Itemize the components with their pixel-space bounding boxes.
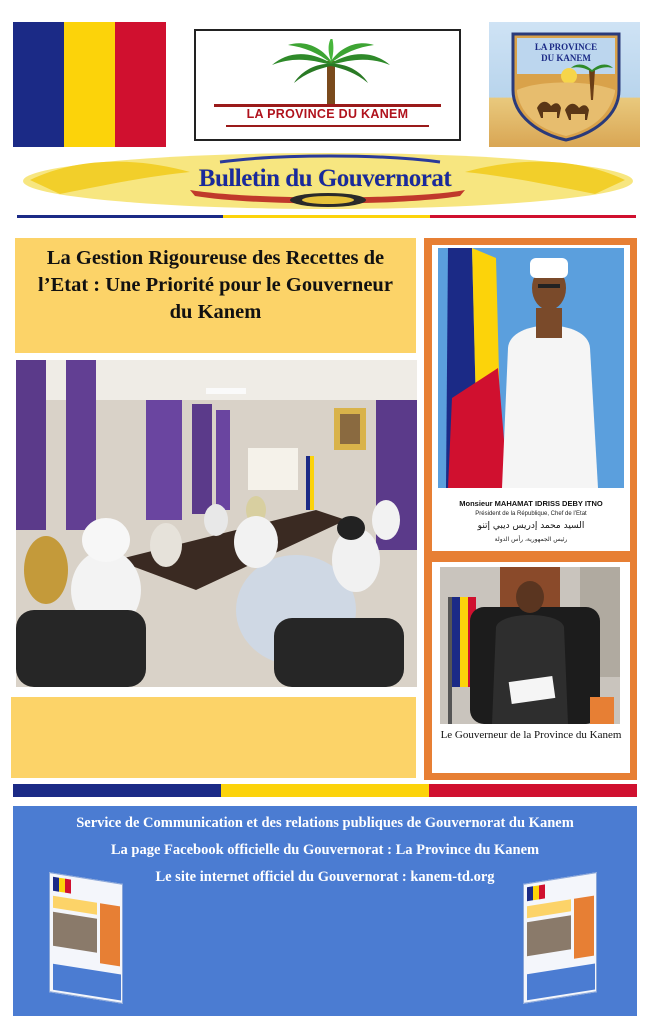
governor-caption: Le Gouverneur de la Province du Kanem	[440, 729, 622, 741]
province-badge	[489, 22, 640, 147]
badge-text-line2: DU KANEM	[541, 53, 591, 63]
president-title-arabic: رئيس الجمهورية، رأس الدولة	[494, 536, 568, 543]
footer-service-line: Service de Communication et des relations publiques de Gouvernorat du Kanem	[76, 815, 574, 831]
footer-divider	[13, 784, 637, 797]
president-title: Président de la République, Chef de l’Etat	[475, 511, 587, 517]
governor-photo	[440, 567, 620, 724]
header-divider	[17, 215, 636, 218]
bulletin-cover-thumbnail-right	[523, 872, 597, 1004]
article-headline: La Gestion Rigoureuse des Recettes de l’Etat : Une Priorité pour le Gouverneur du Kanem	[38, 247, 393, 323]
bulletin-cover-thumbnail-left	[49, 872, 123, 1004]
chad-flag	[13, 22, 166, 147]
footer-website-line[interactable]: Le site internet officiel du Gouvernorat : kanem-td.org	[155, 869, 495, 885]
footer-panel	[13, 806, 637, 1016]
president-name: Monsieur MAHAMAT IDRISS DEBY ITNO	[459, 499, 603, 508]
governor-card	[432, 562, 630, 773]
caption-strip	[11, 697, 416, 778]
headline-box	[15, 238, 416, 353]
president-card	[432, 245, 630, 551]
logo-text: LA PROVINCE DU KANEM	[246, 107, 409, 121]
president-photo	[438, 248, 624, 488]
president-name-arabic: السيد محمد إدريس ديبي إتنو	[477, 521, 585, 531]
bulletin-title: Bulletin du Gouvernorat	[198, 165, 452, 192]
palm-tree-icon	[266, 39, 396, 109]
meeting-room-photo	[16, 360, 417, 687]
badge-text-line1: LA PROVINCE	[534, 42, 598, 52]
footer-facebook-line[interactable]: La page Facebook officielle du Gouvernorat : La Province du Kanem	[110, 842, 540, 858]
province-logo	[194, 29, 461, 141]
